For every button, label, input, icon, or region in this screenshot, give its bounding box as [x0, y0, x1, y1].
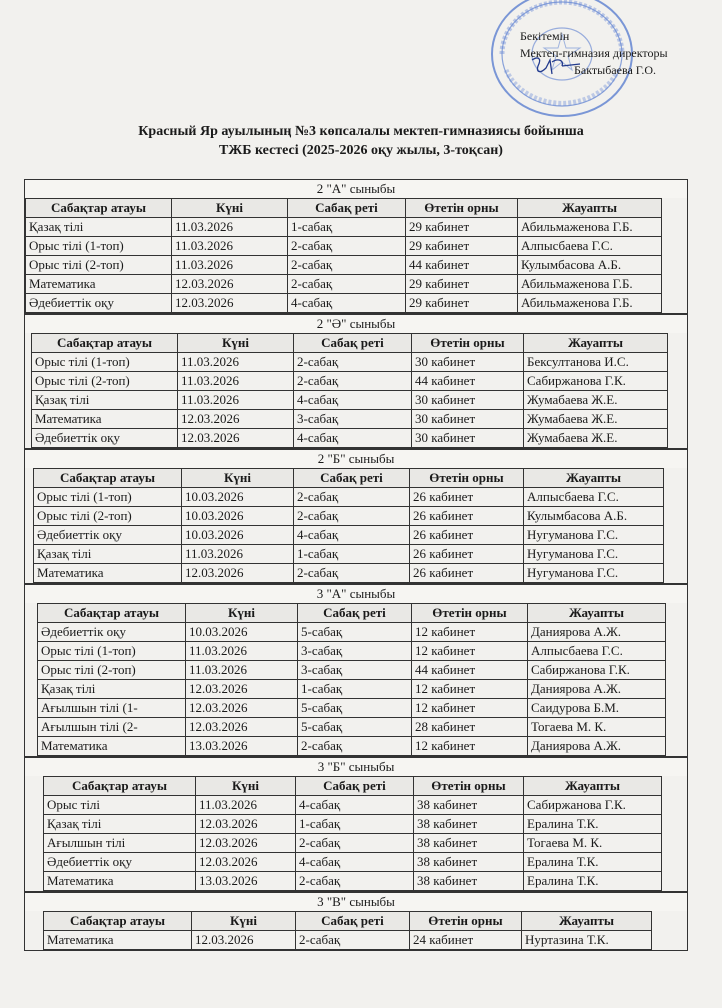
table-row: [38, 737, 666, 756]
class-section: [24, 449, 688, 584]
class-table-wrapper: [24, 198, 688, 314]
class-table-wrapper: [24, 333, 688, 449]
table-cell: 12.03.2026: [172, 294, 288, 313]
column-header: Күні: [172, 199, 288, 218]
table-row: [32, 429, 668, 448]
table-cell: 4-сабақ: [294, 526, 410, 545]
table-cell: Қазақ тілі: [34, 545, 182, 564]
table-cell: Орыс тілі (1-топ): [32, 353, 178, 372]
table-cell: Орыс тілі: [44, 796, 196, 815]
table-cell: Ағылшын тілі: [44, 834, 196, 853]
column-header: Өтетін орны: [414, 777, 524, 796]
schedule-subtitle: ТЖБ кестесі (2025-2026 оқу жылы, 3-тоқсан): [219, 143, 503, 158]
table-cell: 2-сабақ: [298, 737, 412, 756]
table-cell: 30 кабинет: [412, 410, 524, 429]
table-cell: 4-сабақ: [296, 796, 414, 815]
table-cell: 13.03.2026: [186, 737, 298, 756]
column-header: Жауапты: [518, 199, 662, 218]
table-cell: 24 кабинет: [410, 931, 522, 950]
table-cell: Орыс тілі (1-топ): [38, 642, 186, 661]
director-signature: [528, 54, 584, 80]
schedule-title: Красный Яр ауылының №3 көпсалалы мектеп-гимназиясы бойынша: [138, 124, 584, 139]
class-section: [24, 757, 688, 892]
class-section-heading: 3 "Б" сыныбы: [24, 757, 688, 776]
column-header: Сабақ реті: [294, 334, 412, 353]
table-cell: 38 кабинет: [414, 815, 524, 834]
table-cell: 2-сабақ: [288, 256, 406, 275]
table-cell: 2-сабақ: [294, 564, 410, 583]
table-cell: Даниярова А.Ж.: [528, 680, 666, 699]
table-cell: Әдебиеттік оқу: [32, 429, 178, 448]
table-cell: Ағылшын тілі (1-: [38, 699, 186, 718]
table-cell: 29 кабинет: [406, 237, 518, 256]
table-cell: Әдебиеттік оқу: [34, 526, 182, 545]
table-header-row: [44, 912, 652, 931]
table-cell: Нугуманова Г.С.: [524, 526, 664, 545]
table-cell: 12.03.2026: [186, 680, 298, 699]
table-cell: Алпысбаева Г.С.: [528, 642, 666, 661]
column-header: Сабақ реті: [298, 604, 412, 623]
table-cell: 12.03.2026: [186, 699, 298, 718]
column-header: Жауапты: [528, 604, 666, 623]
class-section-heading: 2 "Б" сыныбы: [24, 449, 688, 468]
table-cell: Алпысбаева Г.С.: [518, 237, 662, 256]
column-header: Жауапты: [522, 912, 652, 931]
director-title: Мектеп-гимназия директоры: [520, 46, 668, 60]
table-cell: 1-сабақ: [296, 815, 414, 834]
column-header: Сабақтар атауы: [34, 469, 182, 488]
table-cell: 5-сабақ: [298, 623, 412, 642]
table-cell: Даниярова А.Ж.: [528, 623, 666, 642]
table-row: [38, 680, 666, 699]
table-cell: 12 кабинет: [412, 699, 528, 718]
schedule-table: [37, 603, 666, 756]
table-cell: 12 кабинет: [412, 642, 528, 661]
table-cell: 12.03.2026: [178, 410, 294, 429]
table-cell: Математика: [34, 564, 182, 583]
table-row: [26, 294, 662, 313]
table-cell: 5-сабақ: [298, 699, 412, 718]
director-name: Бактыбаева Г.О.: [574, 63, 657, 77]
table-cell: 2-сабақ: [296, 834, 414, 853]
column-header: Сабақтар атауы: [38, 604, 186, 623]
table-cell: Қазақ тілі: [38, 680, 186, 699]
table-cell: 11.03.2026: [186, 642, 298, 661]
table-cell: 30 кабинет: [412, 391, 524, 410]
table-row: [38, 661, 666, 680]
table-cell: Қазақ тілі: [26, 218, 172, 237]
table-cell: Абильмаженова Г.Б.: [518, 294, 662, 313]
table-cell: 3-сабақ: [298, 661, 412, 680]
table-cell: Әдебиеттік оқу: [26, 294, 172, 313]
table-row: [44, 796, 662, 815]
table-row: [44, 872, 662, 891]
class-table-wrapper: [24, 468, 688, 584]
table-cell: Орыс тілі (2-топ): [32, 372, 178, 391]
table-cell: 11.03.2026: [172, 237, 288, 256]
table-header-row: [44, 777, 662, 796]
table-row: [26, 237, 662, 256]
column-header: Сабақтар атауы: [26, 199, 172, 218]
table-row: [38, 699, 666, 718]
table-cell: 11.03.2026: [178, 391, 294, 410]
table-cell: Бексултанова И.С.: [524, 353, 668, 372]
table-cell: 29 кабинет: [406, 294, 518, 313]
class-section-heading: 3 "А" сыныбы: [24, 584, 688, 603]
table-row: [34, 526, 664, 545]
column-header: Күні: [192, 912, 296, 931]
table-cell: Математика: [44, 931, 192, 950]
table-cell: 10.03.2026: [182, 488, 294, 507]
table-cell: 26 кабинет: [410, 507, 524, 526]
table-cell: Ералина Т.К.: [524, 853, 662, 872]
table-cell: 1-сабақ: [288, 218, 406, 237]
column-header: Өтетін орны: [406, 199, 518, 218]
schedule-table: [25, 198, 662, 313]
class-table-wrapper: [24, 911, 688, 951]
table-cell: 12.03.2026: [186, 718, 298, 737]
table-row: [44, 931, 652, 950]
table-cell: 2-сабақ: [294, 488, 410, 507]
table-cell: 12.03.2026: [196, 834, 296, 853]
table-cell: 38 кабинет: [414, 872, 524, 891]
table-cell: Нугуманова Г.С.: [524, 545, 664, 564]
table-row: [34, 564, 664, 583]
table-cell: 12.03.2026: [196, 853, 296, 872]
column-header: Жауапты: [524, 469, 664, 488]
column-header: Өтетін орны: [410, 469, 524, 488]
table-cell: Әдебиеттік оқу: [44, 853, 196, 872]
table-cell: Математика: [32, 410, 178, 429]
schedule-table: [43, 911, 652, 950]
table-row: [38, 623, 666, 642]
table-cell: Сабиржанова Г.К.: [528, 661, 666, 680]
class-section: [24, 584, 688, 757]
table-cell: 29 кабинет: [406, 218, 518, 237]
table-cell: Абильмаженова Г.Б.: [518, 275, 662, 294]
table-row: [32, 391, 668, 410]
table-row: [38, 718, 666, 737]
class-section: [24, 179, 688, 314]
schedule-table: [33, 468, 664, 583]
table-cell: Кулымбасова А.Б.: [524, 507, 664, 526]
table-cell: 2-сабақ: [296, 931, 410, 950]
column-header: Сабақ реті: [296, 912, 410, 931]
table-cell: 3-сабақ: [298, 642, 412, 661]
table-cell: 26 кабинет: [410, 545, 524, 564]
table-cell: 1-сабақ: [298, 680, 412, 699]
table-cell: 2-сабақ: [288, 275, 406, 294]
column-header: Сабақ реті: [288, 199, 406, 218]
table-row: [32, 410, 668, 429]
table-cell: 44 кабинет: [406, 256, 518, 275]
table-cell: 11.03.2026: [196, 796, 296, 815]
table-row: [32, 372, 668, 391]
table-cell: 4-сабақ: [294, 391, 412, 410]
table-cell: Ағылшын тілі (2-: [38, 718, 186, 737]
column-header: Сабақтар атауы: [44, 912, 192, 931]
table-cell: 10.03.2026: [182, 526, 294, 545]
schedule-table: [31, 333, 668, 448]
table-row: [34, 488, 664, 507]
table-cell: 29 кабинет: [406, 275, 518, 294]
table-cell: 30 кабинет: [412, 353, 524, 372]
table-cell: 2-сабақ: [288, 237, 406, 256]
table-row: [32, 353, 668, 372]
table-cell: 10.03.2026: [182, 507, 294, 526]
class-table-wrapper: [24, 776, 688, 892]
table-cell: Математика: [38, 737, 186, 756]
table-cell: Орыс тілі (2-топ): [34, 507, 182, 526]
table-cell: 12.03.2026: [196, 815, 296, 834]
table-row: [44, 834, 662, 853]
class-section-heading: 2 "А" сыныбы: [24, 179, 688, 198]
table-cell: Нуртазина Т.К.: [522, 931, 652, 950]
table-cell: 44 кабинет: [412, 661, 528, 680]
table-cell: 12.03.2026: [178, 429, 294, 448]
table-cell: Әдебиеттік оқу: [38, 623, 186, 642]
table-cell: 11.03.2026: [182, 545, 294, 564]
table-cell: 1-сабақ: [294, 545, 410, 564]
table-cell: 2-сабақ: [296, 872, 414, 891]
table-cell: Сабиржанова Г.К.: [524, 796, 662, 815]
table-cell: 12.03.2026: [172, 275, 288, 294]
table-row: [26, 275, 662, 294]
table-row: [34, 545, 664, 564]
table-cell: 11.03.2026: [178, 372, 294, 391]
column-header: Жауапты: [524, 777, 662, 796]
table-cell: Қазақ тілі: [44, 815, 196, 834]
table-cell: Математика: [44, 872, 196, 891]
column-header: Күні: [182, 469, 294, 488]
column-header: Жауапты: [524, 334, 668, 353]
table-cell: 38 кабинет: [414, 796, 524, 815]
table-cell: 4-сабақ: [294, 429, 412, 448]
column-header: Өтетін орны: [410, 912, 522, 931]
class-table-wrapper: [24, 603, 688, 757]
table-cell: Сабиржанова Г.К.: [524, 372, 668, 391]
table-cell: Тогаева М. К.: [524, 834, 662, 853]
column-header: Өтетін орны: [412, 334, 524, 353]
table-cell: 26 кабинет: [410, 488, 524, 507]
table-row: [38, 642, 666, 661]
table-cell: 12 кабинет: [412, 680, 528, 699]
column-header: Күні: [196, 777, 296, 796]
column-header: Күні: [178, 334, 294, 353]
table-row: [26, 218, 662, 237]
table-header-row: [26, 199, 662, 218]
table-cell: 4-сабақ: [288, 294, 406, 313]
approval-line: Бекітемін: [520, 29, 570, 43]
table-cell: Даниярова А.Ж.: [528, 737, 666, 756]
table-cell: 11.03.2026: [186, 661, 298, 680]
class-section: [24, 314, 688, 449]
table-cell: 38 кабинет: [414, 853, 524, 872]
schedule-table: [43, 776, 662, 891]
table-header-row: [32, 334, 668, 353]
table-cell: 11.03.2026: [178, 353, 294, 372]
table-cell: Қазақ тілі: [32, 391, 178, 410]
column-header: Өтетін орны: [412, 604, 528, 623]
class-section-heading: 3 "В" сыныбы: [24, 892, 688, 911]
column-header: Сабақ реті: [296, 777, 414, 796]
table-cell: 44 кабинет: [412, 372, 524, 391]
table-cell: 11.03.2026: [172, 218, 288, 237]
table-cell: Алпысбаева Г.С.: [524, 488, 664, 507]
table-row: [34, 507, 664, 526]
table-cell: 26 кабинет: [410, 526, 524, 545]
column-header: Сабақтар атауы: [32, 334, 178, 353]
table-cell: Орыс тілі (2-топ): [38, 661, 186, 680]
table-cell: 2-сабақ: [294, 353, 412, 372]
column-header: Сабақ реті: [294, 469, 410, 488]
table-row: [26, 256, 662, 275]
class-section-heading: 2 "Ә" сыныбы: [24, 314, 688, 333]
table-cell: Саидурова Б.М.: [528, 699, 666, 718]
table-cell: 12 кабинет: [412, 737, 528, 756]
table-cell: Нугуманова Г.С.: [524, 564, 664, 583]
table-cell: Орыс тілі (1-топ): [34, 488, 182, 507]
table-cell: 26 кабинет: [410, 564, 524, 583]
table-cell: Математика: [26, 275, 172, 294]
table-row: [44, 815, 662, 834]
table-cell: 30 кабинет: [412, 429, 524, 448]
table-cell: 2-сабақ: [294, 372, 412, 391]
table-cell: Ералина Т.К.: [524, 872, 662, 891]
table-cell: 13.03.2026: [196, 872, 296, 891]
table-row: [44, 853, 662, 872]
table-cell: 4-сабақ: [296, 853, 414, 872]
table-header-row: [38, 604, 666, 623]
table-cell: Жумабаева Ж.Е.: [524, 429, 668, 448]
class-section: [24, 892, 688, 951]
table-cell: Жумабаева Ж.Е.: [524, 391, 668, 410]
table-cell: 12 кабинет: [412, 623, 528, 642]
schedule-container: [24, 179, 688, 951]
table-cell: Ералина Т.К.: [524, 815, 662, 834]
table-cell: 12.03.2026: [182, 564, 294, 583]
column-header: Сабақтар атауы: [44, 777, 196, 796]
table-cell: Кулымбасова А.Б.: [518, 256, 662, 275]
table-cell: 2-сабақ: [294, 507, 410, 526]
table-cell: Орыс тілі (1-топ): [26, 237, 172, 256]
table-cell: 12.03.2026: [192, 931, 296, 950]
table-cell: 5-сабақ: [298, 718, 412, 737]
table-cell: 11.03.2026: [172, 256, 288, 275]
table-cell: 3-сабақ: [294, 410, 412, 429]
table-cell: Абильмаженова Г.Б.: [518, 218, 662, 237]
table-cell: 10.03.2026: [186, 623, 298, 642]
column-header: Күні: [186, 604, 298, 623]
table-cell: 28 кабинет: [412, 718, 528, 737]
table-cell: Тогаева М. К.: [528, 718, 666, 737]
table-header-row: [34, 469, 664, 488]
table-cell: 38 кабинет: [414, 834, 524, 853]
table-cell: Жумабаева Ж.Е.: [524, 410, 668, 429]
table-cell: Орыс тілі (2-топ): [26, 256, 172, 275]
